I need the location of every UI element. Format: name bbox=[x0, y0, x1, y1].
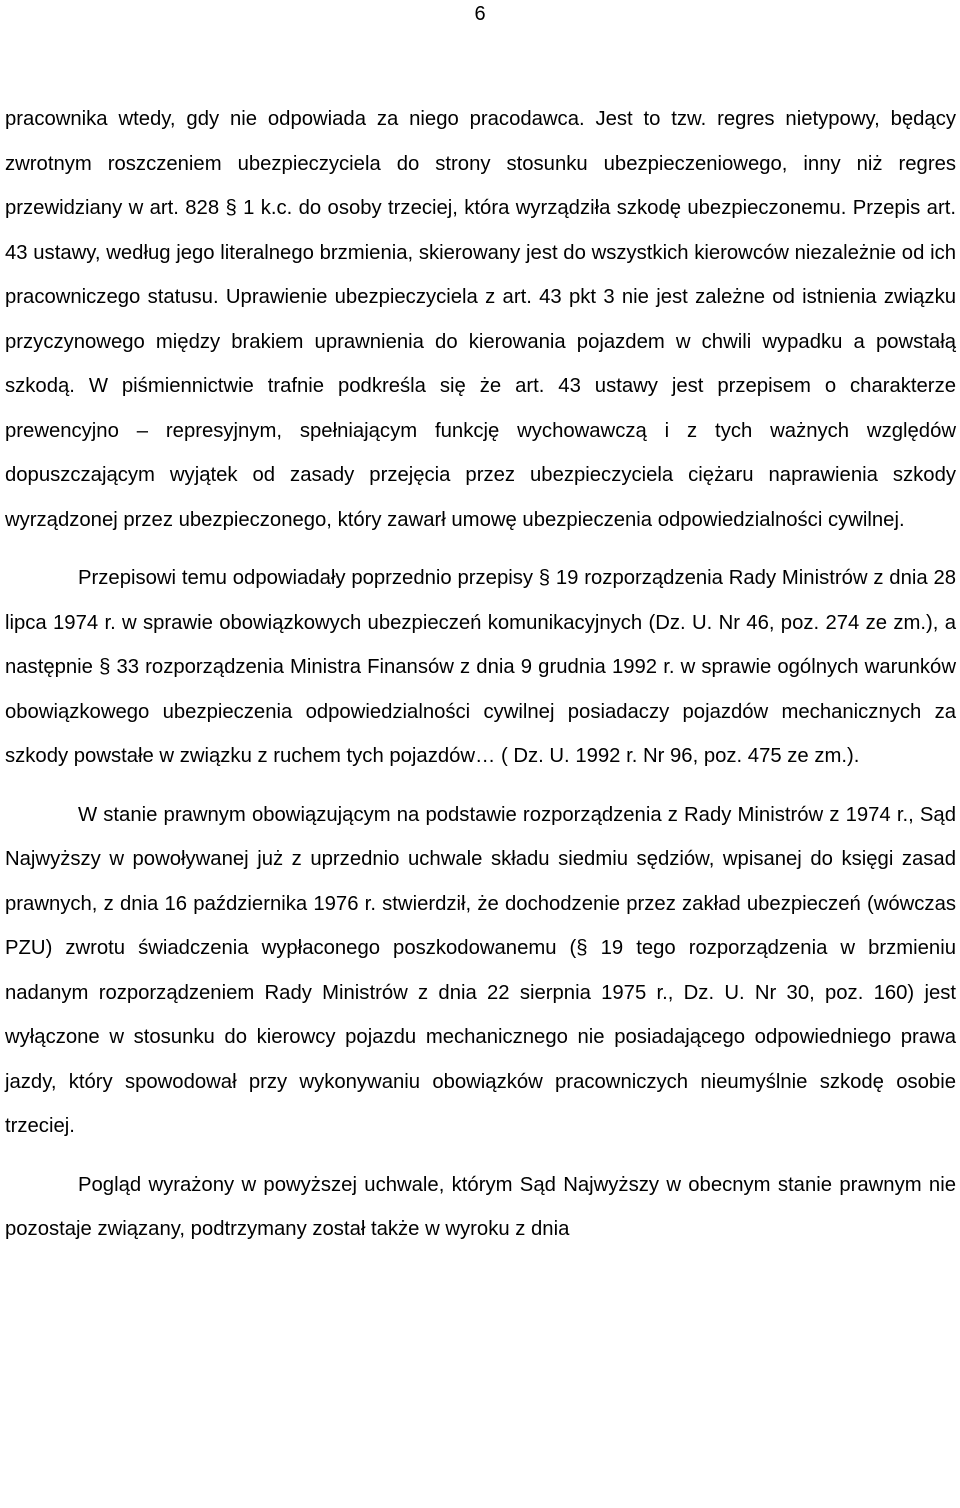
document-body bbox=[5, 97, 956, 1252]
page-number: 6 bbox=[474, 3, 486, 25]
paragraph-3: W stanie prawnym obowiązującym na podstawie rozporządzenia z Rady Ministrów z 1974 r., Sąd Najwyższy w powoływanej już z uprzednio uchwale składu siedmiu sędziów, wpisanej do księgi zasad prawnych, z dnia 16 października 1976 r. stwierdził, że dochodzenie przez zakład ubezpieczeń (wówczas PZU) zwrotu świadczenia wypłaconego poszkodowanemu (§ 19 tego rozporządzenia w brzmieniu nadanym rozporządzeniem Rady Ministrów z dnia 22 sierpnia 1975 r., Dz. U. Nr 30, poz. 160) jest wyłączone w stosunku do kierowcy pojazdu mechanicznego nie posiadającego odpowiedniego prawa jazdy, który spowodował przy wykonywaniu obowiązków pracowniczych nieumyślnie szkodę osobie trzeciej. bbox=[5, 803, 956, 1137]
paragraph-4: Pogląd wyrażony w powyższej uchwale, którym Sąd Najwyższy w obecnym stanie prawnym nie pozostaje związany, podtrzymany został także w wyroku z dnia bbox=[5, 1173, 956, 1240]
paragraph-2: Przepisowi temu odpowiadały poprzednio przepisy § 19 rozporządzenia Rady Ministrów z dnia 28 lipca 1974 r. w sprawie obowiązkowych ubezpieczeń komunikacyjnych (Dz. U. Nr 46, poz. 274 ze zm.), a następnie § 33 rozporządzenia Ministra Finansów z dnia 9 grudnia 1992 r. w sprawie ogólnych warunków obowiązkowego ubezpieczenia odpowiedzialności cywilnej posiadaczy pojazdów mechanicznych za szkody powstałe w związku z ruchem tych pojazdów… ( Dz. U. 1992 r. Nr 96, poz. 475 ze zm.). bbox=[5, 567, 956, 767]
paragraph-1: pracownika wtedy, gdy nie odpowiada za niego pracodawca. Jest to tzw. regres nietypowy, będący zwrotnym roszczeniem ubezpieczyciela do strony stosunku ubezpieczeniowego, inny niż regres przewidziany w art. 828 § 1 k.c. do osoby trzeciej, która wyrządziła szkodę ubezpieczonemu. Przepis art. 43 ustawy, według jego literalnego brzmienia, skierowany jest do wszystkich kierowców niezależnie od ich pracowniczego statusu. Uprawienie ubezpieczyciela z art. 43 pkt 3 nie jest zależne od istnienia związku przyczynowego między brakiem uprawnienia do kierowania pojazdem w chwili wypadku a powstałą szkodą. W piśmiennictwie trafnie podkreśla się że art. 43 ustawy jest przepisem o charakterze prewencyjno – represyjnym, spełniającym funkcję wychowawczą i z tych ważnych względów dopuszczającym wyjątek od zasady przejęcia przez ubezpieczyciela ciężaru naprawienia szkody wyrządzonej przez ubezpieczonego, który zawarł umowę ubezpieczenia odpowiedzialności cywilnej. bbox=[5, 108, 956, 531]
